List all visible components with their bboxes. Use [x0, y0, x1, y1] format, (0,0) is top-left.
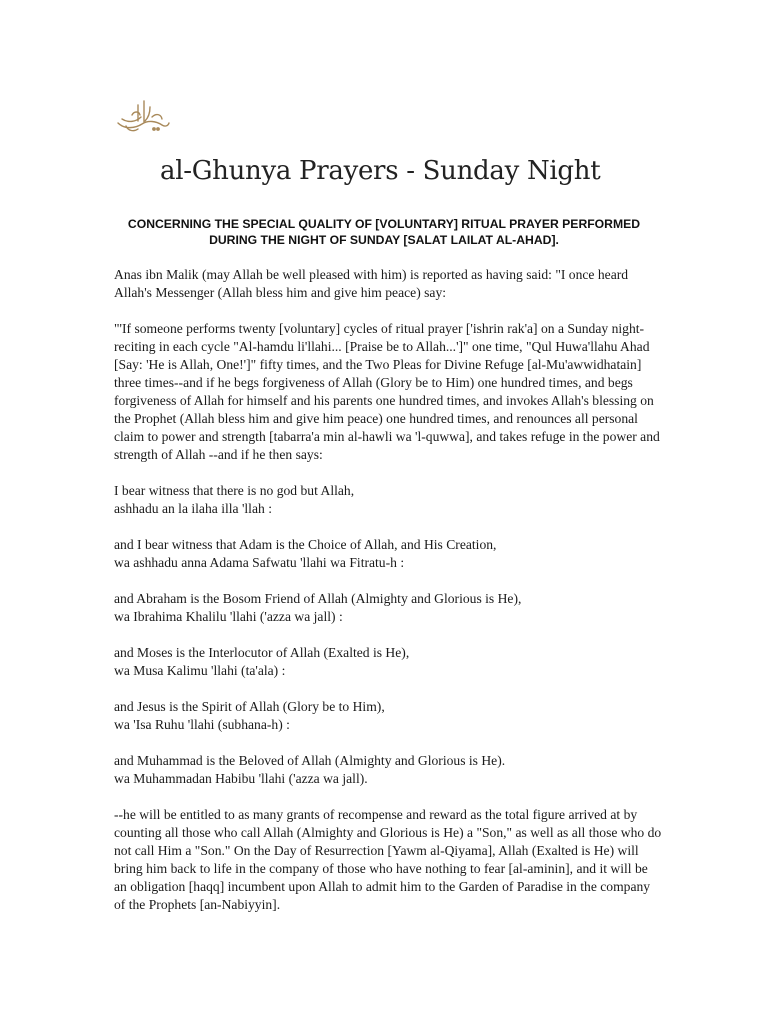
- text-line: wa Ibrahima Khalilu 'llahi ('azza wa jall) :: [114, 609, 343, 624]
- paragraph-hadith: [114, 320, 720, 464]
- text-line: and Jesus is the Spirit of Allah (Glory be to Him),: [114, 699, 385, 714]
- text-line: counting all those who call Allah (Almighty and Glorious is He) a "Son," as well as all those who do: [114, 825, 662, 840]
- text-line: wa Muhammadan Habibu 'llahi ('azza wa jall).: [114, 771, 368, 786]
- paragraph-witness-moses: [114, 644, 720, 680]
- paragraph-witness-god: [114, 482, 720, 518]
- text-line: [Say: 'He is Allah, One!']" fifty times, and the Two Pleas for Divine Refuge [al-Mu'awwidhatain]: [114, 357, 642, 372]
- text-line: I bear witness that there is no god but Allah,: [114, 483, 355, 498]
- text-line: and I bear witness that Adam is the Choice of Allah, and His Creation,: [114, 537, 497, 552]
- text-line: and Muhammad is the Beloved of Allah (Almighty and Glorious is He).: [114, 753, 506, 768]
- text-line: "'If someone performs twenty [voluntary] cycles of ritual prayer ['ishrin rak'a] on a Sunday night-: [114, 321, 645, 336]
- paragraph-witness-muhammad: [114, 752, 720, 788]
- text-line: ashhadu an la ilaha illa 'llah :: [114, 501, 272, 516]
- text-line: --he will be entitled to as many grants of recompense and reward as the total figure arrived at by: [114, 807, 638, 822]
- subheading-line: CONCERNING THE SPECIAL QUALITY OF [VOLUNTARY] RITUAL PRAYER PERFORMED DURING: [127, 217, 641, 247]
- paragraph-witness-adam: [114, 536, 720, 572]
- text-line: Allah's Messenger (Allah bless him and give him peace) say:: [114, 285, 447, 300]
- text-line: Anas ibn Malik (may Allah be well pleased with him) is reported as having said: "I once heard: [114, 267, 629, 282]
- text-line: the Prophet (Allah bless him and give him peace) one hundred times, and renounces all personal: [114, 411, 638, 426]
- paragraph-reward: [114, 806, 720, 914]
- document-body: [114, 266, 720, 932]
- text-line: not call Him a "Son." On the Day of Resurrection [Yawm al-Qiyama], Allah (Exalted is He) will: [114, 843, 639, 858]
- text-line: bring him back to life in the company of those who have nothing to fear [al-aminin], and it will be: [114, 861, 648, 876]
- calligraphy-ornament-icon: [114, 95, 172, 135]
- subheading-line: THE NIGHT OF SUNDAY [SALAT LAILAT AL-AHAD].: [260, 233, 559, 247]
- paragraph-intro: [114, 266, 720, 302]
- text-line: of the Prophets [an-Nabiyyin].: [114, 897, 281, 912]
- text-line: wa 'Isa Ruhu 'llahi (subhana-h) :: [114, 717, 290, 732]
- text-line: claim to power and strength [tabarra'a min al-hawli wa 'l-quwwa], and takes refuge in the power and: [114, 429, 660, 444]
- paragraph-witness-abraham: [114, 590, 720, 626]
- text-line: an obligation [haqq] incumbent upon Allah to admit him to the Garden of Paradise in the company: [114, 879, 651, 894]
- text-line: three times--and if he begs forgiveness of Allah (Glory be to Him) one hundred times, and begs: [114, 375, 633, 390]
- text-line: wa Musa Kalimu 'llahi (ta'ala) :: [114, 663, 286, 678]
- paragraph-witness-jesus: [114, 698, 720, 734]
- text-line: reciting in each cycle "Al-hamdu li'llahi... [Praise be to Allah...']" one time, "Qul Huwa'llahu Ahad: [114, 339, 650, 354]
- page-title: al-Ghunya Prayers - Sunday Night: [160, 156, 601, 186]
- text-line: and Moses is the Interlocutor of Allah (Exalted is He),: [114, 645, 410, 660]
- text-line: forgiveness of Allah for himself and his parents one hundred times, and invokes Allah's blessing on: [114, 393, 654, 408]
- text-line: wa ashhadu anna Adama Safwatu 'llahi wa Fitratu-h :: [114, 555, 405, 570]
- section-subheading: [114, 216, 654, 248]
- text-line: and Abraham is the Bosom Friend of Allah (Almighty and Glorious is He),: [114, 591, 522, 606]
- text-line: strength of Allah --and if he then says:: [114, 447, 323, 462]
